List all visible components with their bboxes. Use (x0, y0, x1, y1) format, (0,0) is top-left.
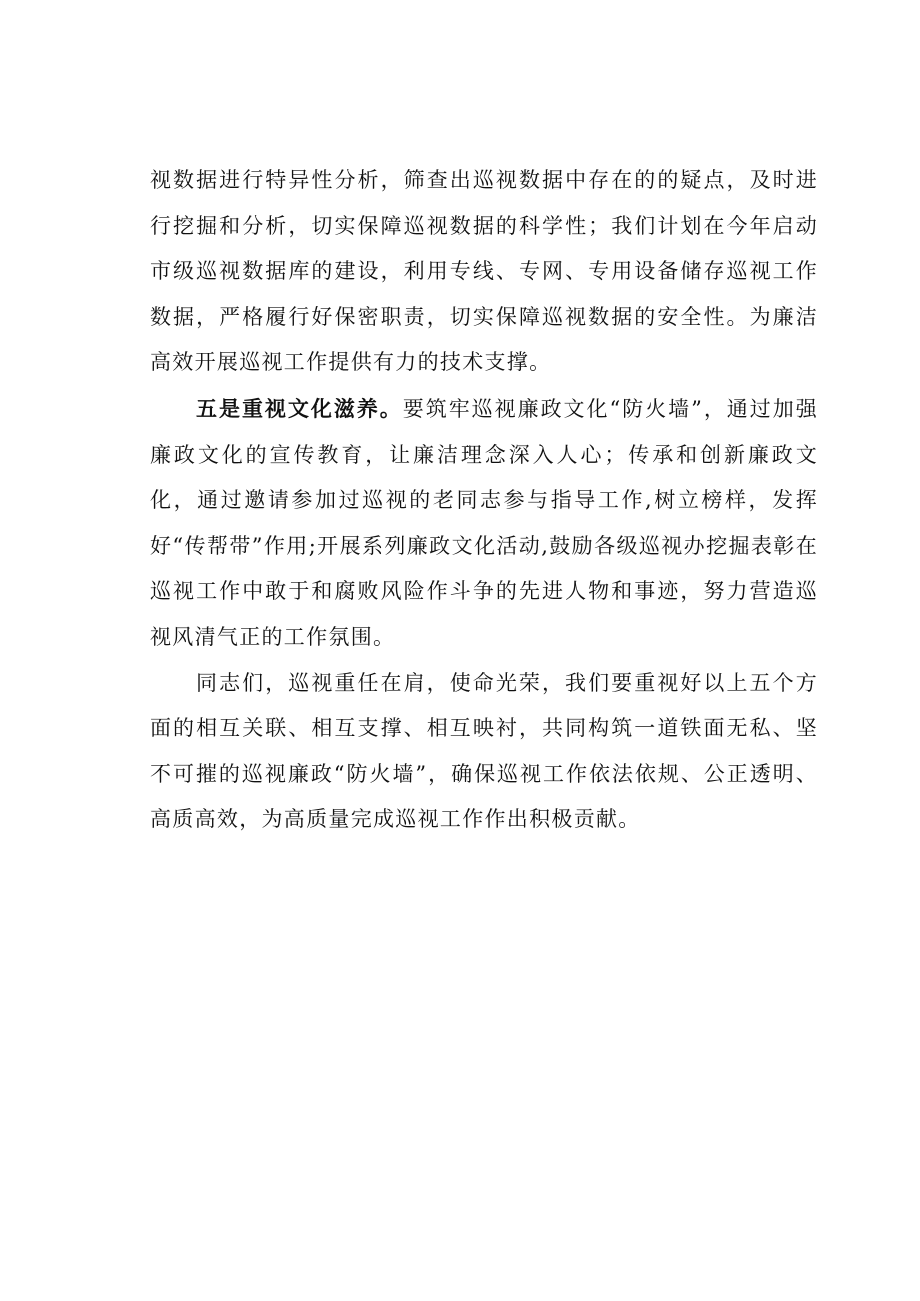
paragraph-text: 同志们，巡视重任在肩，使命光荣，我们要重视好以上五个方面的相互关联、相互支撑、相互映衬，共同构筑一道铁面无私、坚不可摧的巡视廉政“防火墙”，确保巡视工作依法依规、公正透明、高质高效，为高质量完成巡视工作作出积极贡献。 (150, 670, 818, 832)
paragraph-continued (150, 158, 818, 386)
paragraph-lead-heading: 五是重视文化滋养。 (196, 395, 403, 421)
paragraph-closing (150, 661, 818, 843)
paragraph-text: 要筑牢巡视廉政文化“防火墙”，通过加强廉政文化的宣传教育，让廉洁理念深入人心；传承和创新廉政文化，通过邀请参加过巡视的老同志参与指导工作,树立榜样，发挥好“传帮带”作用;开展系列廉政文化活动,鼓励各级巡视办挖掘表彰在巡视工作中敢于和腐败风险作斗争的先进人物和事迹，努力营造巡视风清气正的工作氛围。 (150, 396, 819, 649)
paragraph-text: 视数据进行特异性分析，筛查出巡视数据中存在的的疑点，及时进行挖掘和分析，切实保障巡视数据的科学性；我们计划在今年启动市级巡视数据库的建设，利用专线、专网、专用设备储存巡视工作数据，严格履行好保密职责，切实保障巡视数据的安全性。为廉洁高效开展巡视工作提供有力的技术支撑。 (150, 168, 818, 375)
paragraph-culture (150, 386, 818, 661)
document-body (150, 158, 818, 843)
